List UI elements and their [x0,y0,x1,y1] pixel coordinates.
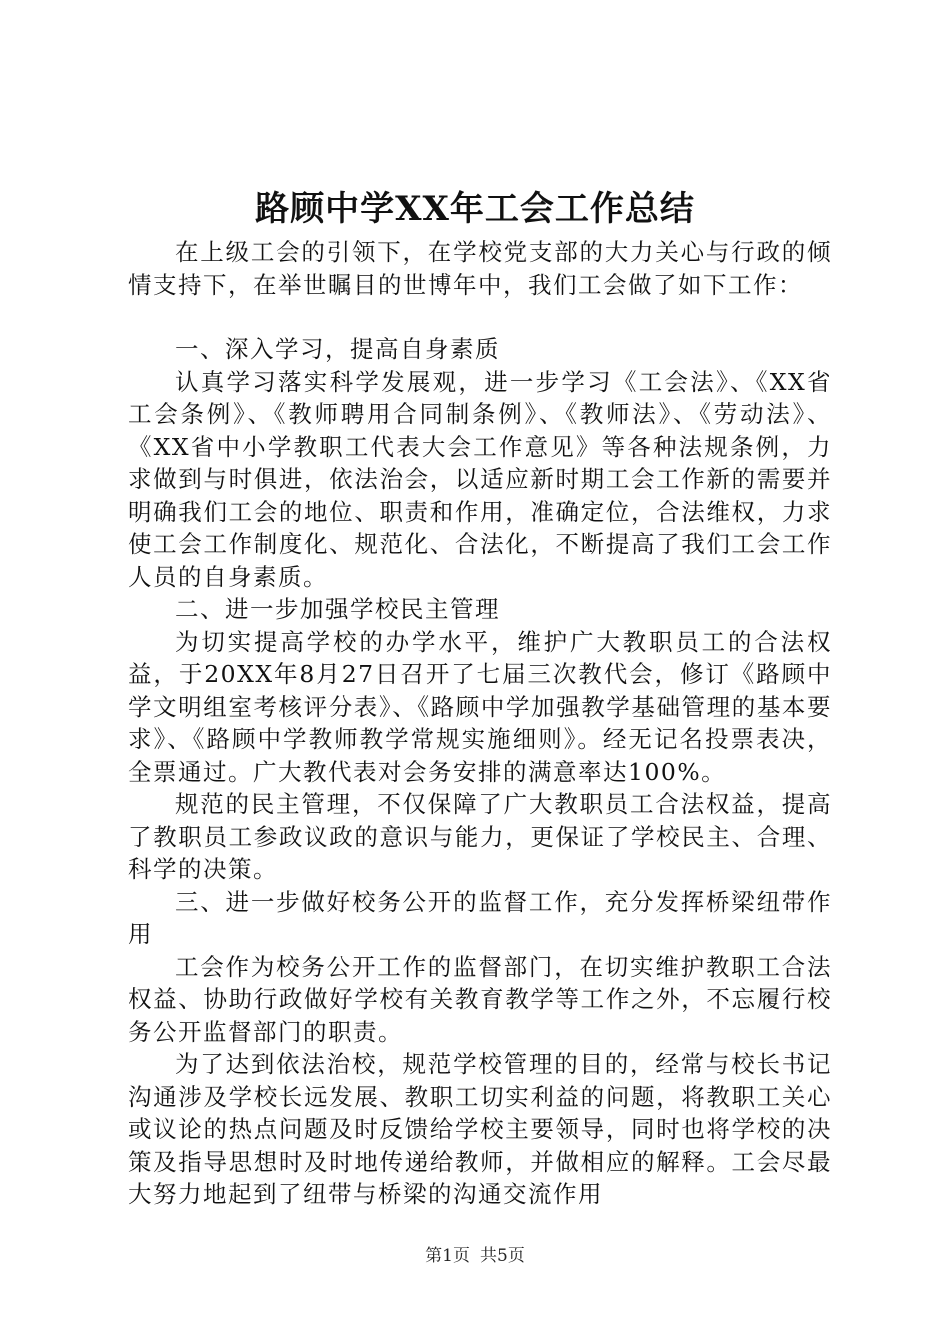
document-title: 路顾中学XX年工会工作总结 [255,189,695,229]
section-1-paragraph: 认真学习落实科学发展观，进一步学习《工会法》、《XX省工会条例》、《教师聘用合同制条例》、《教师法》、《劳动法》、《XX省中小学教职工代表大会工作意见》等各种法规条例，力求做到与时俱进，依法治会，以适应新时期工会工作新的需要并明确我们工会的地位、职责和作用，准确定位，合法维权，力求使工会工作制度化、规范化、合法化，不断提高了我们工会工作人员的自身素质。 [128,367,832,591]
page-footer [0,1244,950,1268]
section-3-paragraph-2: 为了达到依法治校，规范学校管理的目的，经常与校长书记沟通涉及学校长远发展、教职工切实利益的问题，将教职工关心或议论的热点问题及时反馈给学校主要领导，同时也将学校的决策及指导思想时及时地传递给教师，并做相应的解释。工会尽最大努力地起到了纽带与桥梁的沟通交流作用 [128,1050,832,1208]
section-3-paragraph-1: 工会作为校务公开工作的监督部门，在切实维护教职工合法权益、协助行政做好学校有关教育教学等工作之外，不忘履行校务公开监督部门的职责。 [128,952,832,1046]
section-heading-2: 二、进一步加强学校民主管理 [175,595,500,623]
page-number: 第1页 [425,1246,470,1266]
document-body [128,236,832,1211]
intro-paragraph: 在上级工会的引领下，在学校党支部的大力关心与行政的倾情支持下，在举世瞩目的世博年中，我们工会做了如下工作： [128,238,832,299]
section-heading-1: 一、深入学习，提高自身素质 [175,335,500,363]
section-2-paragraph-1: 为切实提高学校的办学水平，维护广大教职员工的合法权益，于20XX年8月27日召开了七届三次教代会，修订《路顾中学文明组室考核评分表》、《路顾中学加强教学基础管理的基本要求》、《路顾中学教师教学常规实施细则》。经无记名投票表决，全票通过。广大教代表对会务安排的满意率达100%。 [128,627,832,786]
section-heading-3: 三、进一步做好校务公开的监督工作，充分发挥桥梁纽带作用 [128,887,832,948]
page-total: 共5页 [480,1246,525,1266]
section-2-paragraph-2: 规范的民主管理，不仅保障了广大教职员工合法权益，提高了教职员工参政议政的意识与能力，更保证了学校民主、合理、科学的决策。 [128,790,832,883]
